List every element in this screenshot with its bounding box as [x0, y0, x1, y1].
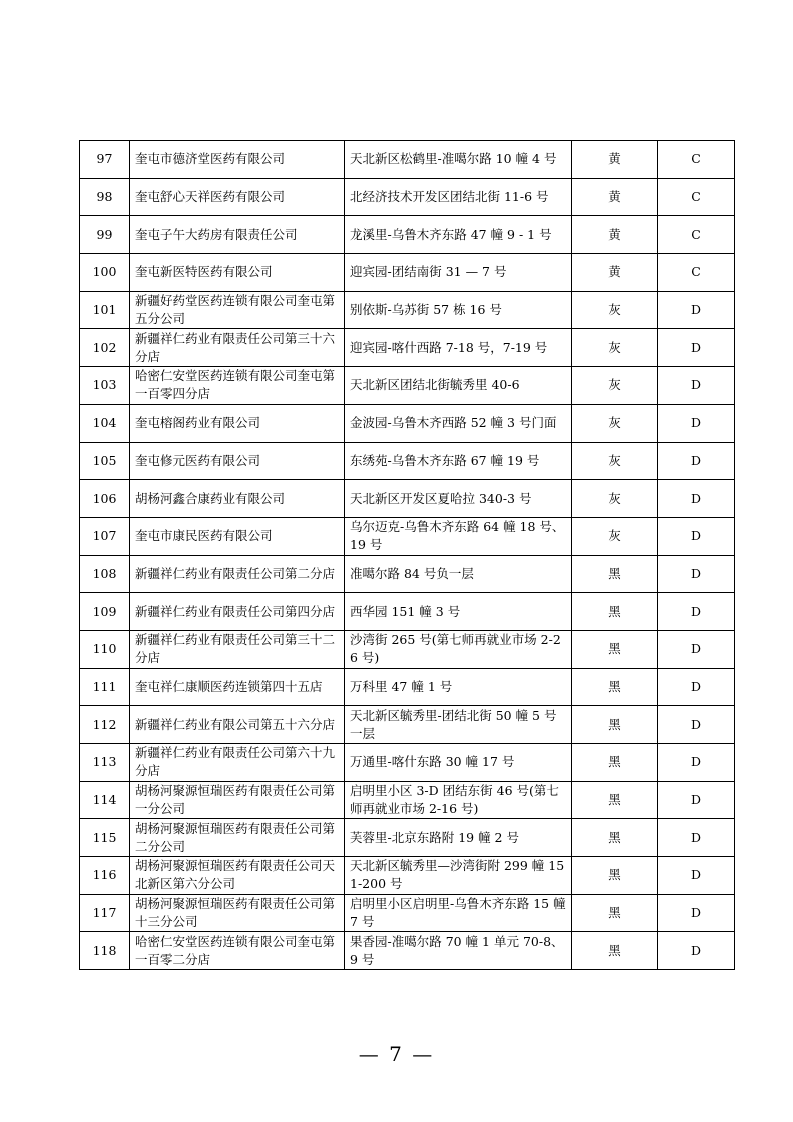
grade-cell: C [658, 178, 735, 216]
company-name-cell: 新疆祥仁药业有限责任公司第六十九分店 [130, 744, 345, 782]
address-cell: 天北新区毓秀里—沙湾街附 299 幢 151-200 号 [345, 857, 572, 895]
table-row [80, 555, 735, 593]
grade-cell: D [658, 932, 735, 970]
company-name-cell: 奎屯修元医药有限公司 [130, 442, 345, 480]
row-number-cell: 110 [80, 630, 130, 668]
table-row [80, 593, 735, 631]
table-row [80, 744, 735, 782]
table-row [80, 329, 735, 367]
row-number-cell: 98 [80, 178, 130, 216]
address-cell: 北经济技术开发区团结北街 11-6 号 [345, 178, 572, 216]
color-code-cell: 黄 [572, 216, 658, 254]
address-cell: 迎宾园-喀什西路 7-18 号，7-19 号 [345, 329, 572, 367]
address-cell: 天北新区毓秀里-团结北街 50 幢 5 号一层 [345, 706, 572, 744]
grade-cell: D [658, 819, 735, 857]
color-code-cell: 黑 [572, 593, 658, 631]
company-name-cell: 奎屯新医特医药有限公司 [130, 254, 345, 292]
grade-cell: D [658, 442, 735, 480]
grade-cell: D [658, 404, 735, 442]
color-code-cell: 黄 [572, 141, 658, 179]
table-row [80, 706, 735, 744]
color-code-cell: 灰 [572, 329, 658, 367]
table-row [80, 517, 735, 555]
grade-cell: D [658, 630, 735, 668]
address-cell: 西华园 151 幢 3 号 [345, 593, 572, 631]
grade-cell: D [658, 480, 735, 518]
address-cell: 果香园-准噶尔路 70 幢 1 单元 70-8、9 号 [345, 932, 572, 970]
row-number-cell: 115 [80, 819, 130, 857]
table-row [80, 781, 735, 819]
table-row [80, 367, 735, 405]
address-cell: 天北新区团结北街毓秀里 40-6 [345, 367, 572, 405]
row-number-cell: 104 [80, 404, 130, 442]
row-number-cell: 118 [80, 932, 130, 970]
grade-cell: C [658, 216, 735, 254]
row-number-cell: 102 [80, 329, 130, 367]
grade-cell: D [658, 668, 735, 706]
grade-cell: D [658, 367, 735, 405]
row-number-cell: 112 [80, 706, 130, 744]
address-cell: 启明里小区 3-D 团结东街 46 号(第七师再就业市场 2-16 号) [345, 781, 572, 819]
address-cell: 天北新区开发区夏哈拉 340-3 号 [345, 480, 572, 518]
color-code-cell: 黑 [572, 819, 658, 857]
grade-cell: D [658, 555, 735, 593]
row-number-cell: 105 [80, 442, 130, 480]
color-code-cell: 灰 [572, 442, 658, 480]
table-row [80, 857, 735, 895]
address-cell: 准噶尔路 84 号负一层 [345, 555, 572, 593]
table-row [80, 178, 735, 216]
table-row [80, 894, 735, 932]
color-code-cell: 黑 [572, 894, 658, 932]
address-cell: 芙蓉里-北京东路附 19 幢 2 号 [345, 819, 572, 857]
table-row [80, 480, 735, 518]
table-row [80, 254, 735, 292]
row-number-cell: 103 [80, 367, 130, 405]
company-name-cell: 奎屯子午大药房有限责任公司 [130, 216, 345, 254]
company-name-cell: 胡杨河聚源恒瑞医药有限责任公司第一分公司 [130, 781, 345, 819]
address-cell: 启明里小区启明里-乌鲁木齐东路 15 幢 7 号 [345, 894, 572, 932]
color-code-cell: 黑 [572, 668, 658, 706]
row-number-cell: 114 [80, 781, 130, 819]
page-number: — 7 — [358, 1042, 435, 1066]
table-row [80, 216, 735, 254]
row-number-cell: 113 [80, 744, 130, 782]
color-code-cell: 黑 [572, 706, 658, 744]
company-name-cell: 胡杨河聚源恒瑞医药有限责任公司第二分公司 [130, 819, 345, 857]
address-cell: 万科里 47 幢 1 号 [345, 668, 572, 706]
color-code-cell: 灰 [572, 291, 658, 329]
company-name-cell: 奎屯市康民医药有限公司 [130, 517, 345, 555]
company-name-cell: 新疆祥仁药业有限责任公司第三十二分店 [130, 630, 345, 668]
company-name-cell: 新疆祥仁药业有限责任公司第四分店 [130, 593, 345, 631]
address-cell: 万通里-喀什东路 30 幢 17 号 [345, 744, 572, 782]
pharmacy-credit-table-section [79, 140, 734, 970]
company-name-cell: 奎屯市德济堂医药有限公司 [130, 141, 345, 179]
color-code-cell: 黑 [572, 781, 658, 819]
row-number-cell: 101 [80, 291, 130, 329]
color-code-cell: 灰 [572, 367, 658, 405]
row-number-cell: 111 [80, 668, 130, 706]
grade-cell: D [658, 291, 735, 329]
address-cell: 乌尔迈克-乌鲁木齐东路 64 幢 18 号、19 号 [345, 517, 572, 555]
color-code-cell: 黄 [572, 178, 658, 216]
row-number-cell: 107 [80, 517, 130, 555]
grade-cell: D [658, 329, 735, 367]
address-cell: 别依斯-乌苏街 57 栋 16 号 [345, 291, 572, 329]
grade-cell: D [658, 706, 735, 744]
address-cell: 龙溪里-乌鲁木齐东路 47 幢 9 - 1 号 [345, 216, 572, 254]
table-row [80, 630, 735, 668]
row-number-cell: 116 [80, 857, 130, 895]
table-row [80, 668, 735, 706]
grade-cell: C [658, 141, 735, 179]
row-number-cell: 100 [80, 254, 130, 292]
row-number-cell: 109 [80, 593, 130, 631]
company-name-cell: 新疆好药堂医药连锁有限公司奎屯第五分公司 [130, 291, 345, 329]
table-row [80, 442, 735, 480]
address-cell: 东绣苑-乌鲁木齐东路 67 幢 19 号 [345, 442, 572, 480]
grade-cell: D [658, 857, 735, 895]
color-code-cell: 灰 [572, 404, 658, 442]
color-code-cell: 黑 [572, 857, 658, 895]
row-number-cell: 117 [80, 894, 130, 932]
grade-cell: D [658, 781, 735, 819]
table-row [80, 141, 735, 179]
row-number-cell: 99 [80, 216, 130, 254]
color-code-cell: 黑 [572, 555, 658, 593]
row-number-cell: 106 [80, 480, 130, 518]
company-name-cell: 胡杨河聚源恒瑞医药有限责任公司天北新区第六分公司 [130, 857, 345, 895]
company-name-cell: 奎屯榕阁药业有限公司 [130, 404, 345, 442]
company-name-cell: 奎屯舒心天祥医药有限公司 [130, 178, 345, 216]
table-row [80, 404, 735, 442]
table-row [80, 932, 735, 970]
address-cell: 天北新区松鹤里-准噶尔路 10 幢 4 号 [345, 141, 572, 179]
table-row [80, 819, 735, 857]
pharmacy-credit-table [79, 140, 735, 970]
address-cell: 金波园-乌鲁木齐西路 52 幢 3 号门面 [345, 404, 572, 442]
grade-cell: D [658, 744, 735, 782]
company-name-cell: 哈密仁安堂医药连锁有限公司奎屯第一百零四分店 [130, 367, 345, 405]
grade-cell: D [658, 517, 735, 555]
table-body [80, 141, 735, 970]
color-code-cell: 黑 [572, 744, 658, 782]
color-code-cell: 灰 [572, 480, 658, 518]
color-code-cell: 黑 [572, 630, 658, 668]
company-name-cell: 新疆祥仁药业有限责任公司第二分店 [130, 555, 345, 593]
company-name-cell: 奎屯祥仁康顺医药连锁第四十五店 [130, 668, 345, 706]
company-name-cell: 胡杨河聚源恒瑞医药有限责任公司第十三分公司 [130, 894, 345, 932]
address-cell: 沙湾街 265 号(第七师再就业市场 2-26 号) [345, 630, 572, 668]
row-number-cell: 108 [80, 555, 130, 593]
color-code-cell: 黑 [572, 932, 658, 970]
address-cell: 迎宾园-团结南街 31 — 7 号 [345, 254, 572, 292]
company-name-cell: 哈密仁安堂医药连锁有限公司奎屯第一百零二分店 [130, 932, 345, 970]
color-code-cell: 灰 [572, 517, 658, 555]
color-code-cell: 黄 [572, 254, 658, 292]
table-row [80, 291, 735, 329]
company-name-cell: 新疆祥仁药业有限责任公司第三十六分店 [130, 329, 345, 367]
company-name-cell: 新疆祥仁药业有限公司第五十六分店 [130, 706, 345, 744]
grade-cell: C [658, 254, 735, 292]
row-number-cell: 97 [80, 141, 130, 179]
company-name-cell: 胡杨河鑫合康药业有限公司 [130, 480, 345, 518]
grade-cell: D [658, 593, 735, 631]
grade-cell: D [658, 894, 735, 932]
